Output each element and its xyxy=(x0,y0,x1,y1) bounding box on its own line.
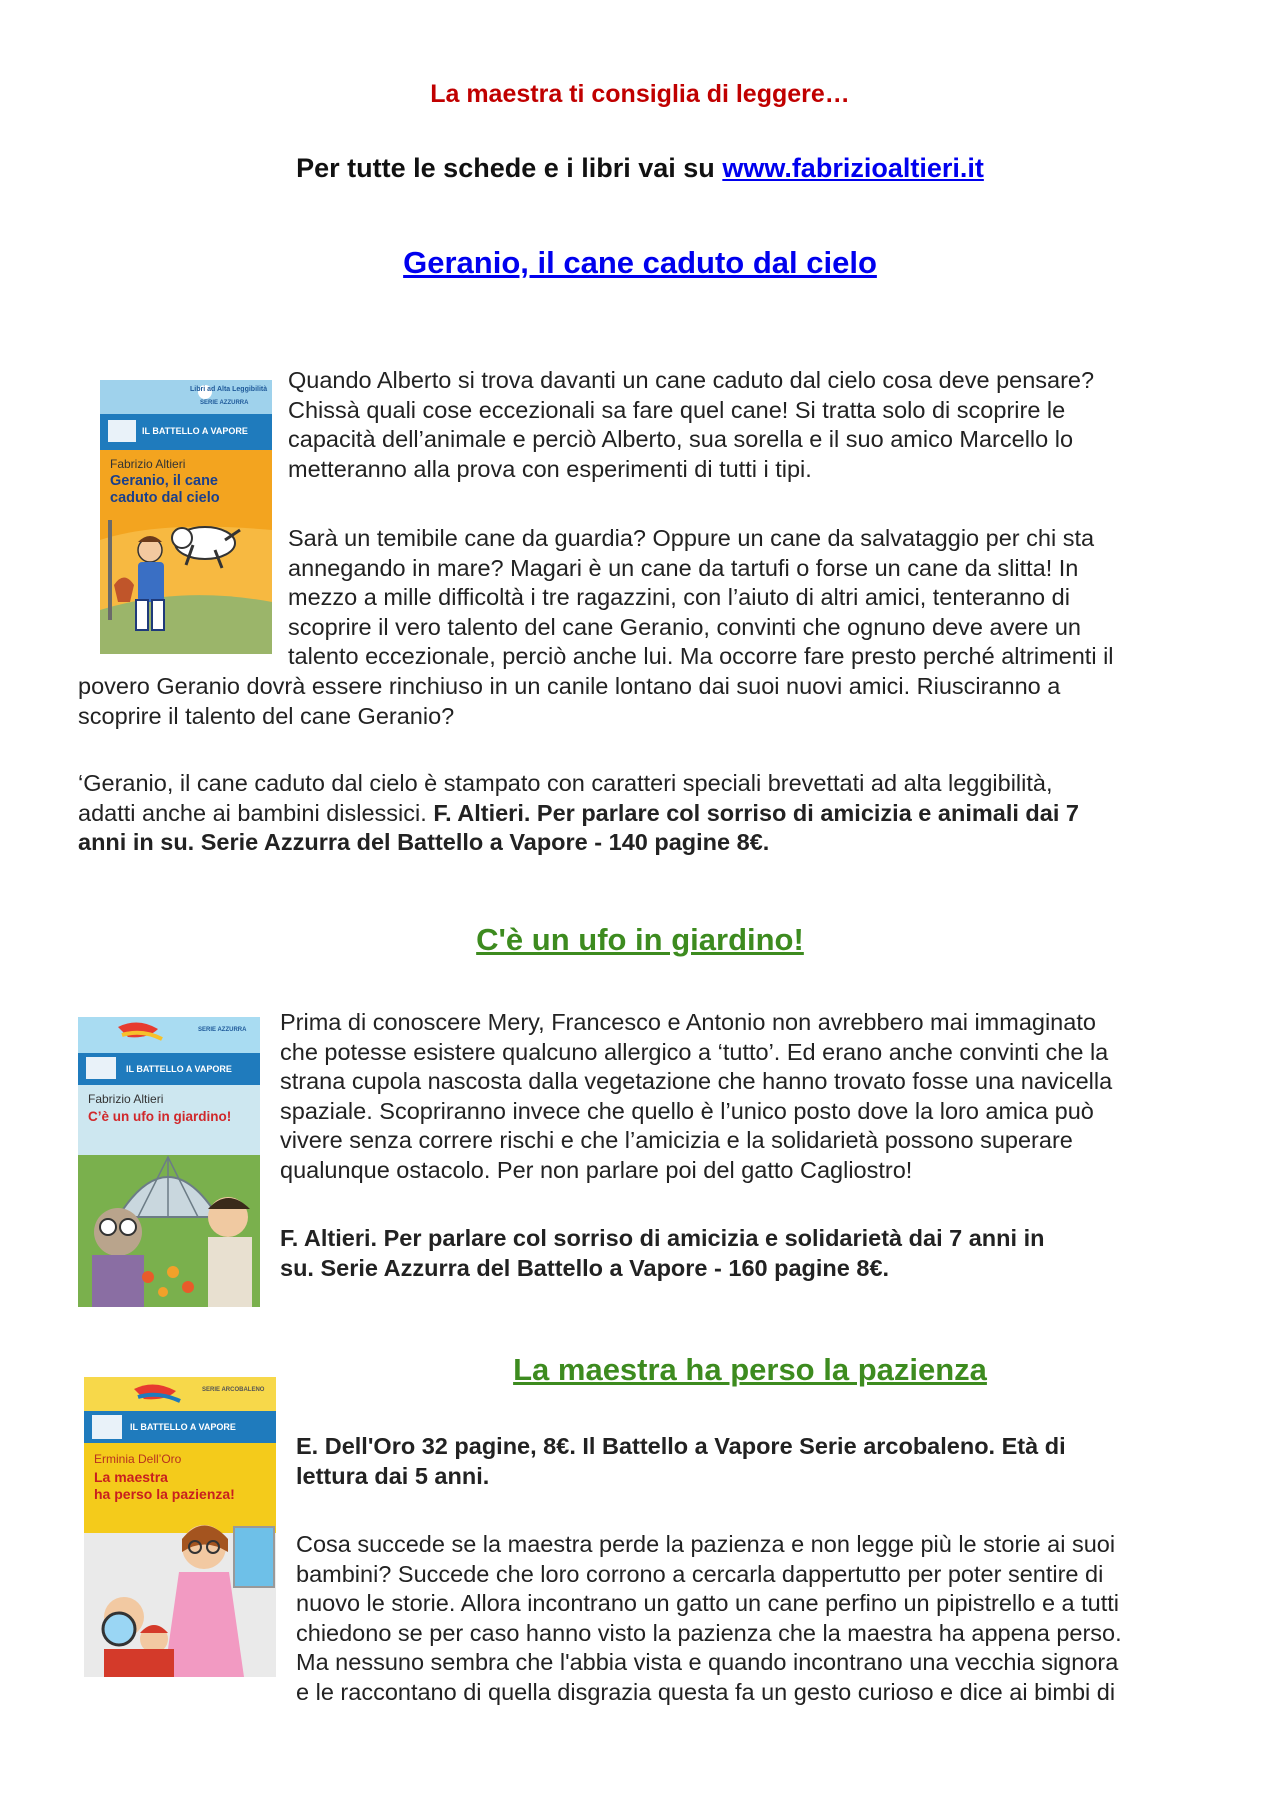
book1-cover-publisher: IL BATTELLO A VAPORE xyxy=(142,426,248,436)
book3-info-line: E. Dell'Oro 32 pagine, 8€. Il Battello a Vapore Serie arcobaleno. Età di xyxy=(296,1433,1066,1459)
book1-p2-line: Sarà un temibile cane da guardia? Oppure un cane da salvataggio per chi sta xyxy=(288,525,1095,551)
book3-cover xyxy=(84,1377,276,1677)
book3-title-text: La maestra ha perso la pazienza xyxy=(513,1352,987,1387)
book2-paragraph-2 xyxy=(280,1224,1044,1283)
book1-p2-line: scoprire il vero talento del cane Geranio, convinti che ognuno deve avere un xyxy=(288,613,1081,640)
book1-p2-line: mezzo a mille difficoltà i tre ragazzini, con l’aiuto di altri amici, tenteranno di xyxy=(288,584,1070,611)
book2-paragraph-1 xyxy=(280,1008,1112,1186)
book1-title[interactable] xyxy=(0,245,1280,281)
book3-p1-line: Cosa succede se la maestra perde la pazienza e non legge più le storie ai suoi xyxy=(296,1531,1116,1557)
book2-p1-line: che potesse esistere qualcuno allergico a ‘tutto’. Ed erano anche convinti che la xyxy=(280,1038,1109,1065)
book1-cover-title-2: caduto dal cielo xyxy=(110,490,220,506)
book3-cover-title-2: ha perso la pazienza! xyxy=(94,1486,235,1502)
book1-p2-line: scoprire il talento del cane Geranio? xyxy=(78,702,455,729)
book2-cover-author: Fabrizio Altieri xyxy=(88,1092,164,1106)
book3-p1-line: nuovo le storie. Allora incontrano un gatto un cane perfino un pipistrello e a tutti xyxy=(296,1590,1120,1617)
book3-cover-author: Erminia Dell’Oro xyxy=(94,1452,182,1466)
book1-cover-author: Fabrizio Altieri xyxy=(110,457,186,471)
book2-title-text: C'è un ufo in giardino! xyxy=(476,922,804,957)
book1-p1-line: metteranno alla prova con esperimenti di tutti i tipi. xyxy=(288,455,812,482)
recommend-text: La maestra ti consiglia di leggere… xyxy=(430,80,850,108)
book2-p2-line: su. Serie Azzurra del Battello a Vapore - 160 pagine 8€. xyxy=(280,1254,890,1281)
schede-prefix: Per tutte le schede e i libri vai su xyxy=(296,153,723,183)
schede-line xyxy=(0,153,1280,184)
book2-cover-art xyxy=(78,1017,260,1307)
book2-cover-publisher: IL BATTELLO A VAPORE xyxy=(126,1064,232,1074)
book1-p3-normal: adatti anche ai bambini dislessici. xyxy=(78,799,434,826)
book3-p1-line: chiedono se per caso hanno visto la pazienza che la maestra ha appena perso. xyxy=(296,1619,1122,1646)
book2-cover-series: SERIE AZZURRA xyxy=(198,1027,247,1033)
book3-p1-line: bambini? Succede che loro corrono a cercarla dappertutto per poter sentire di xyxy=(296,1560,1104,1587)
recommend-heading xyxy=(0,80,1280,109)
book1-p3-line-2 xyxy=(78,799,1079,829)
book2-p2-line: F. Altieri. Per parlare col sorriso di amicizia e solidarietà dai 7 anni in xyxy=(280,1225,1045,1251)
book3-cover-publisher: IL BATTELLO A VAPORE xyxy=(130,1422,236,1432)
book2-p1-line: Prima di conoscere Mery, Francesco e Antonio non avrebbero mai immaginato xyxy=(280,1009,1096,1035)
book1-cover-badge: Libri ad Alta Leggibilità xyxy=(190,386,268,393)
book2-p1-line: spaziale. Scopriranno invece che quello è l’unico posto dove la loro amica può xyxy=(280,1097,1094,1124)
book1-paragraph-1 xyxy=(288,366,1094,484)
book3-info xyxy=(296,1432,1066,1491)
book3-cover-series: SERIE ARCOBALENO xyxy=(202,1387,265,1393)
book2-p1-line: vivere senza correre rischi e che l’amicizia e la solidarietà possono superare xyxy=(280,1127,1073,1154)
site-link[interactable]: www.fabrizioaltieri.it xyxy=(722,153,984,183)
book1-p2-line: annegando in mare? Magari è un cane da tartufi o forse un cane da slitta! In xyxy=(288,554,1079,581)
book2-p1-line: strana cupola nascosta dalla vegetazione che hanno trovato fosse una navicella xyxy=(280,1068,1113,1095)
book3-cover-title-1: La maestra xyxy=(94,1469,168,1485)
book3-p1-line: e le raccontano di quella disgrazia questa fa un gesto curioso e dice ai bimbi di xyxy=(296,1678,1116,1705)
book1-p2-line: talento eccezionale, perciò anche lui. Ma occorre fare presto perché altrimenti il xyxy=(288,643,1114,670)
book1-p1-line: Quando Alberto si trova davanti un cane caduto dal cielo cosa deve pensare? xyxy=(288,367,1095,393)
book2-cover xyxy=(78,1017,260,1307)
book1-paragraph-3 xyxy=(78,769,1079,858)
book3-p1-line: Ma nessuno sembra che l'abbia vista e quando incontrano una vecchia signora xyxy=(296,1649,1119,1676)
book1-p3-bold: F. Altieri. Per parlare col sorriso di amicizia e animali dai 7 xyxy=(433,799,1079,826)
book2-p1-line: qualunque ostacolo. Per non parlare poi del gatto Cagliostro! xyxy=(280,1156,913,1183)
book3-info-line: lettura dai 5 anni. xyxy=(296,1462,490,1489)
book1-p1-line: Chissà quali cose eccezionali sa fare quel cane! Si tratta solo di scoprire le xyxy=(288,396,1066,423)
book3-paragraph-1 xyxy=(296,1530,1122,1708)
book1-paragraph-2 xyxy=(288,524,1114,672)
book1-cover-art xyxy=(100,380,272,654)
book1-cover-series: SERIE AZZURRA xyxy=(200,400,249,406)
book2-title[interactable] xyxy=(0,922,1280,958)
book1-p3-line-1: ‘Geranio, il cane caduto dal cielo è stampato con caratteri speciali brevettati ad alta leggibilità, xyxy=(78,770,1053,796)
book1-p3-line-3: anni in su. Serie Azzurra del Battello a Vapore - 140 pagine 8€. xyxy=(78,829,770,856)
book1-p1-line: capacità dell’animale e perciò Alberto, sua sorella e il suo amico Marcello lo xyxy=(288,426,1074,453)
book1-cover-title-1: Geranio, il cane xyxy=(110,473,218,489)
book2-cover-title: C’è un ufo in giardino! xyxy=(88,1109,232,1124)
book1-cover xyxy=(100,380,272,654)
book1-paragraph-2-wrap xyxy=(78,672,1060,731)
book1-p2-line: povero Geranio dovrà essere rinchiuso in un canile lontano dai suoi nuovi amici. Riusciranno a xyxy=(78,673,1061,699)
book1-title-text: Geranio, il cane caduto dal cielo xyxy=(403,245,877,280)
